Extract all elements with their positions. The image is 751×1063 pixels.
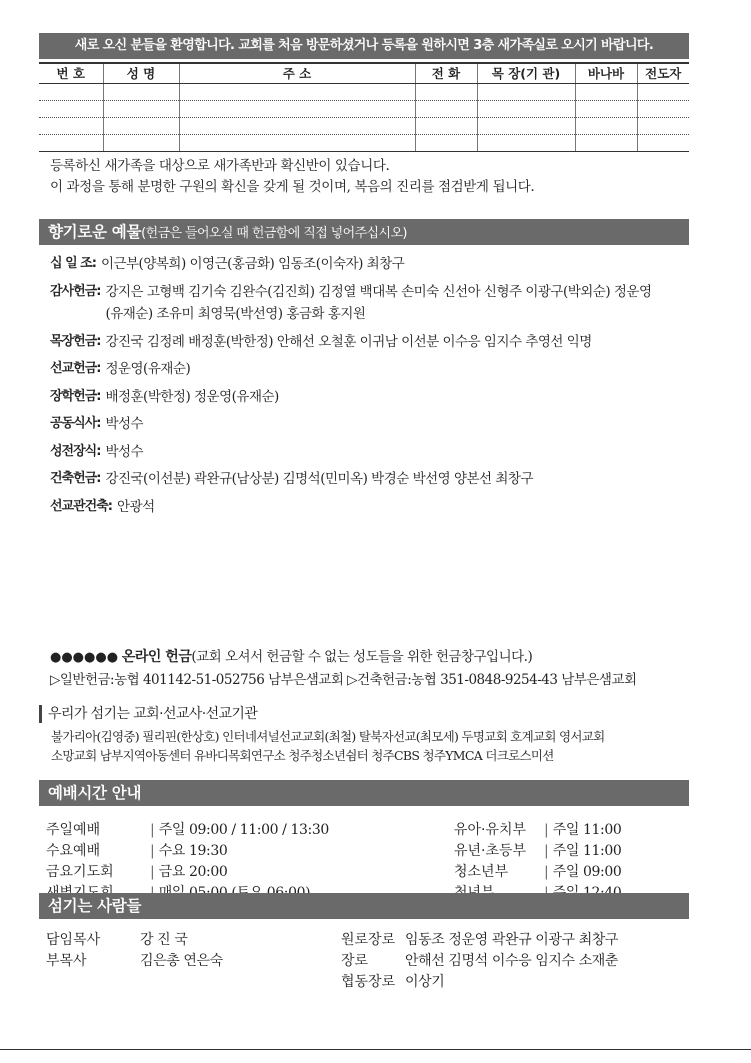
registration-cell[interactable] <box>575 134 637 151</box>
serving-list <box>39 727 605 765</box>
staff-row <box>341 930 618 951</box>
offering-row <box>50 331 700 354</box>
worship-row <box>46 841 329 862</box>
offering-gap <box>50 518 700 523</box>
staff-role: 협동장로 <box>341 974 396 990</box>
offering-names <box>100 331 591 354</box>
registration-cell[interactable] <box>477 100 575 117</box>
registration-cell[interactable] <box>637 134 689 151</box>
offering-names <box>100 281 651 326</box>
offering-label: 성전장식: <box>50 443 101 459</box>
online-offering-heading <box>50 646 637 669</box>
offering-row <box>50 468 700 491</box>
offering-names-line: 안광석 <box>117 498 155 515</box>
separator: | <box>150 822 155 838</box>
registration-cell[interactable] <box>477 134 575 151</box>
service-time: 주일 09:00 / 11:00 / 13:30 <box>158 822 329 838</box>
registration-header-row <box>39 63 689 83</box>
staff-role: 부목사 <box>46 953 87 969</box>
offering-row <box>50 441 700 464</box>
registration-cell[interactable] <box>575 100 637 117</box>
worship-row <box>46 820 329 841</box>
offering-label: 선교헌금: <box>50 361 101 376</box>
col-phone: 전 화 <box>415 63 477 83</box>
separator: | <box>150 864 155 880</box>
staff-row <box>46 930 223 951</box>
registration-cell[interactable] <box>103 134 179 151</box>
service-name: 수요예배 <box>46 843 101 859</box>
registration-cell[interactable] <box>575 83 637 100</box>
offering-names-line: 강진국 김정례 배정훈(박한정) 안해선 오철훈 이귀남 이선분 이수응 임지수 추영선 익명 <box>105 333 592 350</box>
serving-line: 소망교회 남부지역아동센터 유바디목회연구소 청주청소년쉼터 청주CBS 청주YMCA 더크로스미션 <box>51 748 554 763</box>
registration-cell[interactable] <box>637 117 689 134</box>
col-evangelist: 전도자 <box>637 63 689 83</box>
registration-cell[interactable] <box>179 83 415 100</box>
offering-label: 건축헌금: <box>50 471 101 486</box>
registration-cell[interactable] <box>103 83 179 100</box>
service-time: 주일 09:00 <box>552 864 622 880</box>
offering-names-line: 이근부(양복희) 이영근(홍금화) 임동조(이숙자) 최창구 <box>100 256 405 272</box>
registration-cell[interactable] <box>637 83 689 100</box>
offering-label: 선교관건축: <box>50 498 112 514</box>
offering-label: 십 일 조: <box>50 256 96 271</box>
service-time: 수요 19:30 <box>158 843 228 859</box>
registration-body <box>39 83 689 151</box>
col-barnabas: 바나바 <box>575 63 637 83</box>
staff-names: 안해선 김명석 이수응 임지수 소재춘 <box>405 953 619 969</box>
offering-label: 감사헌금: <box>50 283 101 299</box>
offering-names <box>100 468 533 491</box>
worship-row <box>454 820 621 841</box>
staff-role: 원로장로 <box>341 932 396 948</box>
registration-cell[interactable] <box>415 100 477 117</box>
offering-row <box>50 253 700 276</box>
staff-left-column <box>46 930 223 972</box>
col-address: 주 소 <box>179 63 415 83</box>
bottom-rule <box>0 1049 751 1050</box>
registration-cell[interactable] <box>39 83 103 100</box>
staff-row <box>341 972 618 993</box>
offering-subtitle: (헌금은 들어오실 때 헌금함에 직접 넣어주십시오) <box>141 226 407 241</box>
bank-accounts: ▷일반헌금:농협 401142-51-052756 남부은샘교회 ▷건축헌금:농협 351-0848-9254-43 남부은샘교회 <box>50 672 637 688</box>
offering-names-line: 강지은 고형백 김기숙 김완수(김진희) 김정열 백대복 손미숙 신선아 신형주 이광구(박외순) 정운영 <box>105 283 652 300</box>
offering-names-line: (유재순) 조유미 최영묵(박선영) 홍금화 홍지원 <box>105 306 366 322</box>
staff-names: 이상기 <box>405 974 445 990</box>
registration-cell[interactable] <box>179 100 415 117</box>
offering-names <box>100 358 190 381</box>
serving-line: 불가리아(김영중) 필리핀(한상호) 인터네셔널선교교회(최철) 탈북자선교(최모세) 두명교회 호계교회 영서교회 <box>51 729 605 744</box>
col-name: 성 명 <box>103 63 179 83</box>
registration-row <box>39 134 689 151</box>
separator: | <box>544 843 549 859</box>
registration-cell[interactable] <box>39 134 103 151</box>
worship-row <box>46 862 329 883</box>
staff-names: 강 진 국 <box>140 932 188 948</box>
service-time: 주일 11:00 <box>552 822 622 838</box>
offering-names-line: 박성수 <box>105 443 144 460</box>
registration-cell[interactable] <box>39 100 103 117</box>
separator: | <box>544 822 549 838</box>
staff-role: 담임목사 <box>46 932 101 948</box>
col-number: 번 호 <box>39 63 103 83</box>
newcomer-notes <box>50 156 534 198</box>
serving-title: 우리가 섬기는 교회·선교사·선교기관 <box>39 705 605 723</box>
staff-row <box>46 951 223 972</box>
serving-churches <box>39 705 605 765</box>
registration-cell[interactable] <box>179 134 415 151</box>
registration-cell[interactable] <box>415 117 477 134</box>
service-time: 주일 11:00 <box>552 843 622 859</box>
col-cell-group: 목 장(기 관) <box>477 63 575 83</box>
offering-row <box>50 386 700 409</box>
offering-names <box>100 386 278 409</box>
offering-names <box>96 253 404 276</box>
online-offering-title: 온라인 헌금 <box>121 649 192 665</box>
registration-cell[interactable] <box>477 117 575 134</box>
offering-row <box>50 413 700 436</box>
registration-cell[interactable] <box>103 117 179 134</box>
registration-cell[interactable] <box>415 134 477 151</box>
service-name: 유년·초등부 <box>454 843 527 859</box>
service-time: 금요 20:00 <box>158 864 228 880</box>
registration-row <box>39 100 689 117</box>
offering-names <box>112 496 155 519</box>
offering-names-line: 정운영(유재순) <box>105 361 191 377</box>
welcome-banner: 새로 오신 분들을 환영합니다. 교회를 처음 방문하셨거나 등록을 원하시면 3층 새가족실로 오시기 바랍니다. <box>39 33 689 59</box>
online-offering <box>50 646 637 691</box>
worship-left-column <box>46 820 329 904</box>
offering-row <box>50 496 700 519</box>
bullet-dots: ●●●●●● <box>50 650 119 665</box>
offering-row <box>50 358 700 381</box>
online-offering-desc: (교회 오셔서 헌금할 수 없는 성도들을 위한 헌금창구입니다.) <box>191 649 533 665</box>
worship-row <box>454 862 621 883</box>
service-name: 청소년부 <box>454 864 509 880</box>
registration-cell[interactable] <box>477 83 575 100</box>
offering-label: 공동식사: <box>50 416 101 431</box>
offering-list <box>50 253 700 523</box>
registration-cell[interactable] <box>179 117 415 134</box>
worship-title: 예배시간 안내 <box>48 784 142 802</box>
worship-row <box>454 841 621 862</box>
registration-table <box>39 62 689 152</box>
offering-section-header <box>39 219 689 245</box>
staff-names: 임동조 정운영 곽완규 이광구 최창구 <box>405 932 619 948</box>
staff-right-column <box>341 930 618 993</box>
people-section-header <box>39 893 689 919</box>
staff-row <box>341 951 618 972</box>
offering-title: 향기로운 예물 <box>48 223 142 241</box>
offering-row <box>50 281 700 326</box>
service-name: 유아·유치부 <box>454 822 527 838</box>
note-line: 이 과정을 통해 분명한 구원의 확신을 갖게 될 것이며, 복음의 진리를 점검받게 됩니다. <box>50 179 535 195</box>
worship-section-header <box>39 780 689 806</box>
registration-row <box>39 83 689 100</box>
registration-cell[interactable] <box>637 100 689 117</box>
registration-cell[interactable] <box>415 83 477 100</box>
registration-row <box>39 117 689 134</box>
note-line: 등록하신 새가족을 대상으로 새가족반과 확신반이 있습니다. <box>50 158 390 174</box>
service-name: 금요기도회 <box>46 864 114 880</box>
staff-names: 김은총 연은숙 <box>140 953 223 969</box>
registration-cell[interactable] <box>103 100 179 117</box>
service-name: 주일예배 <box>46 822 101 838</box>
offering-label: 장학헌금: <box>50 388 101 404</box>
registration-cell[interactable] <box>39 117 103 134</box>
offering-names-line: 박성수 <box>105 416 144 432</box>
worship-right-column <box>454 820 621 904</box>
separator: | <box>544 864 549 880</box>
offering-label: 목장헌금: <box>50 333 101 349</box>
staff-role: 장로 <box>341 953 369 969</box>
offering-names-line: 강진국(이선분) 곽완규(남상분) 김명석(민미옥) 박경순 박선영 양본선 최창구 <box>105 471 534 487</box>
separator: | <box>150 843 155 859</box>
offering-names <box>100 441 143 464</box>
registration-cell[interactable] <box>575 117 637 134</box>
offering-names <box>100 413 143 436</box>
people-title: 섬기는 사람들 <box>48 897 142 915</box>
offering-names-line: 배정훈(박한정) 정운영(유재순) <box>105 388 279 405</box>
